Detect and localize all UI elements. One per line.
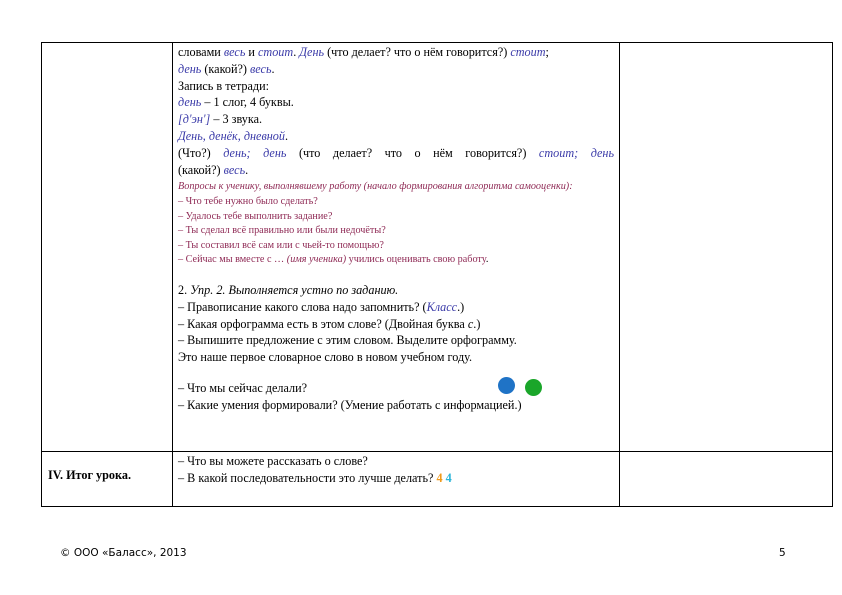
text: . (485, 254, 489, 266)
word: весь (223, 45, 246, 59)
text: – Сейчас мы вместе с … (178, 254, 287, 266)
word-family: День, денёк, дневной (178, 128, 285, 143)
stage-title: IV. Итог урока. (48, 468, 131, 482)
text-line: Запись в тетради: (178, 78, 270, 93)
lesson-table (41, 42, 833, 507)
text: ; (545, 45, 549, 59)
exercise-heading (178, 282, 614, 299)
word: стоит; (538, 145, 579, 160)
teacher-question (178, 253, 614, 268)
word: стоит (510, 45, 546, 59)
word: день; (223, 145, 251, 160)
text: – 3 звука. (210, 112, 263, 127)
placeholder-name: (имя ученика) (286, 254, 347, 266)
notes-cell-empty (620, 43, 833, 452)
text: (какой?) (178, 162, 224, 177)
text: . (284, 128, 289, 143)
content-cell (173, 452, 620, 507)
teacher-question: – Что тебе нужно было сделать? (178, 195, 318, 207)
text-line (178, 380, 614, 397)
word: весь (223, 162, 246, 177)
green-dot-icon (525, 379, 542, 396)
text-line (178, 162, 614, 179)
text: (что делает? что о нём говорится?) (324, 45, 511, 59)
text: учились оценивать свою работу (346, 254, 486, 266)
text-line (178, 316, 614, 333)
word: день (178, 61, 202, 76)
stage-cell (42, 452, 173, 507)
text: . (293, 45, 300, 59)
stage-cell-empty (42, 43, 173, 452)
letter: с (467, 316, 474, 331)
text: (какой?) (201, 61, 251, 76)
word: день (590, 145, 615, 160)
content-cell (173, 43, 620, 452)
blue-dot-icon (498, 377, 515, 394)
text: (Что?) (178, 145, 224, 160)
text: (что делает? что о нём говорится?) (286, 145, 539, 160)
text-line (178, 299, 614, 316)
number-orange: 4 (436, 470, 443, 485)
text-line: – Выпишите предложение с этим словом. Выделите орфограмму. (178, 333, 517, 348)
text (578, 146, 591, 160)
text-line: – Что вы можете рассказать о слове? (178, 454, 368, 468)
teacher-questions-intro: Вопросы к ученику, выполнявшему работу (начало формирования алгоритма самооценки): (178, 181, 573, 193)
text-line (178, 61, 614, 78)
copyright: © ООО «Баласс», 2013 (60, 547, 187, 559)
text (251, 146, 264, 160)
word: весь (250, 61, 272, 76)
word: стоит (258, 45, 294, 59)
text: – Что мы сейчас делали? (178, 380, 308, 395)
text-line: Это наше первое словарное слово в новом учебном году. (178, 350, 473, 365)
word: день (263, 145, 287, 160)
text: .) (473, 316, 481, 331)
number-blue: 4 (445, 470, 452, 485)
text: .) (457, 299, 465, 314)
teacher-question: – Удалось тебе выполнить задание? (178, 210, 333, 222)
word: день (178, 95, 202, 110)
table-row (42, 452, 833, 507)
transcription: [д'эн'] (178, 112, 211, 127)
word: День (299, 45, 325, 59)
text-line (178, 145, 614, 162)
text: – Правописание какого слова надо запомнить? ( (178, 299, 427, 314)
text: – Какая орфограмма есть в этом слове? (Двойная буква (178, 316, 468, 331)
teacher-question: – Ты составил всё сам или с чьей-то помощью? (178, 239, 384, 251)
page-number: 5 (779, 547, 786, 559)
text-line (178, 44, 614, 61)
text: . (271, 61, 275, 76)
text: – В какой последовательности это лучше делать? (178, 470, 434, 485)
text: словами (178, 45, 224, 59)
word: Класс (426, 299, 458, 314)
teacher-question: – Ты сделал всё правильно или были недочёты? (178, 225, 386, 237)
exercise-title: Упр. 2. Выполняется устно по заданию. (190, 282, 399, 297)
text: – 1 слог, 4 буквы. (201, 95, 294, 110)
text-line (178, 111, 614, 128)
text-line: – Какие умения формировали? (Умение работать с информацией.) (178, 397, 522, 412)
text: и (245, 45, 258, 59)
text: . (245, 162, 249, 177)
notes-cell-empty (620, 452, 833, 507)
table-row (42, 43, 833, 452)
text: 2. (178, 282, 191, 297)
text-line (178, 128, 614, 145)
text-line (178, 94, 614, 111)
text-line (178, 470, 614, 487)
